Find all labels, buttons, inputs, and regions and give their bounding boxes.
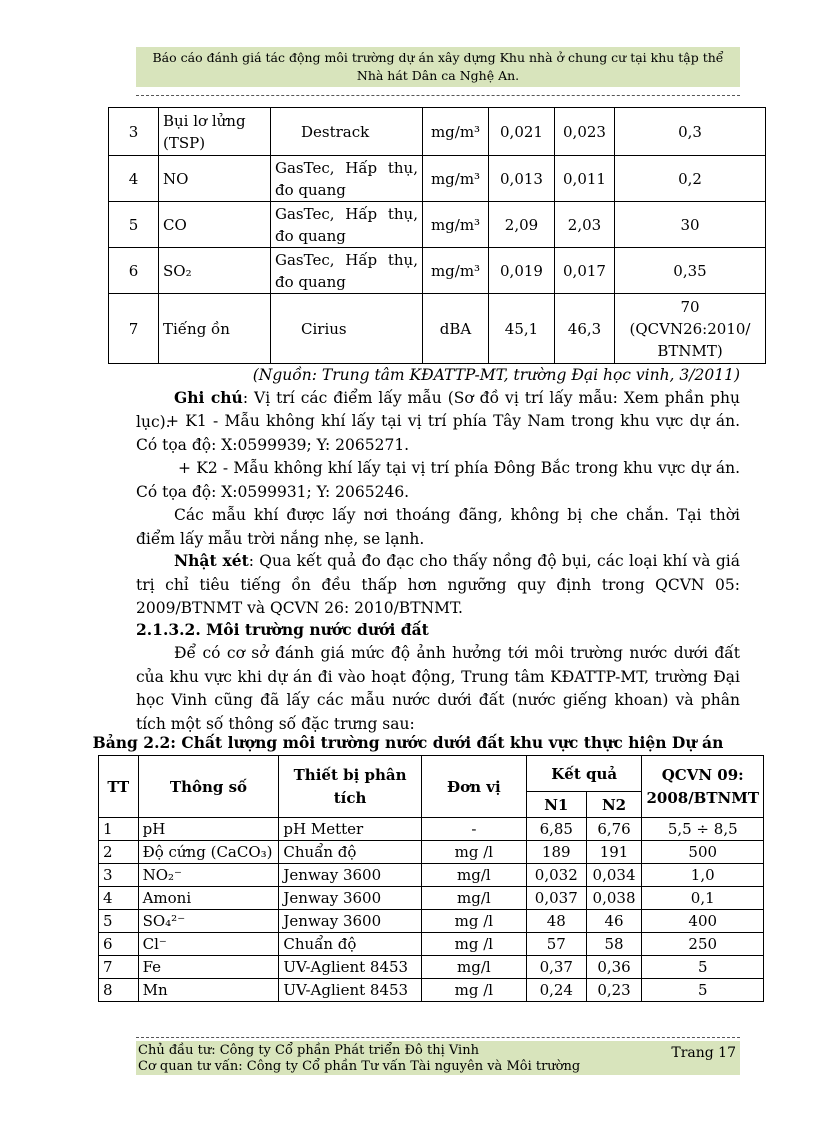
table-row bbox=[99, 841, 764, 864]
cell-unit: mg/l bbox=[421, 887, 526, 910]
cell-device: Jenway 3600 bbox=[279, 887, 421, 910]
table-row bbox=[99, 864, 764, 887]
cell-n1: 189 bbox=[526, 841, 586, 864]
cell-k1: 45,1 bbox=[489, 294, 555, 364]
cell-no: 6 bbox=[99, 933, 139, 956]
footer-owner: Chủ đầu tư: Công ty Cổ phần Phát triển Đô thị Vinh bbox=[138, 1043, 479, 1058]
cell-n1: 0,037 bbox=[526, 887, 586, 910]
footer-divider bbox=[136, 1037, 740, 1038]
cell-no: 1 bbox=[99, 818, 139, 841]
cell-k1: 2,09 bbox=[489, 202, 555, 248]
cell-std: 30 bbox=[615, 202, 766, 248]
cell-device: GasTec, Hấp thụ, đo quang bbox=[271, 156, 423, 202]
cell-no: 4 bbox=[99, 887, 139, 910]
cell-n1: 0,032 bbox=[526, 864, 586, 887]
table-row bbox=[109, 202, 766, 248]
cell-param: Amoni bbox=[138, 887, 279, 910]
table-row bbox=[109, 294, 766, 364]
header-line-2: Nhà hát Dân ca Nghệ An. bbox=[356, 68, 520, 83]
table-row bbox=[99, 910, 764, 933]
cell-unit: mg /l bbox=[421, 933, 526, 956]
cell-k2: 2,03 bbox=[555, 202, 615, 248]
cell-k2: 0,011 bbox=[555, 156, 615, 202]
cell-no: 3 bbox=[99, 864, 139, 887]
table-row bbox=[99, 933, 764, 956]
cell-device: UV-Aglient 8453 bbox=[279, 979, 421, 1002]
cell-no: 6 bbox=[109, 248, 159, 294]
th-standard: QCVN 09: 2008/BTNMT bbox=[642, 756, 764, 818]
cell-param: Mn bbox=[138, 979, 279, 1002]
page-footer bbox=[136, 1041, 740, 1075]
cell-param: pH bbox=[138, 818, 279, 841]
cell-param: Độ cứng (CaCO₃) bbox=[138, 841, 279, 864]
cell-no: 7 bbox=[99, 956, 139, 979]
air-quality-table bbox=[108, 107, 766, 364]
cell-std: 5 bbox=[642, 979, 764, 1002]
th-param: Thông số bbox=[138, 756, 279, 818]
cell-param: Tiếng ồn bbox=[159, 294, 271, 364]
cell-no: 2 bbox=[99, 841, 139, 864]
cell-param: SO₄²⁻ bbox=[138, 910, 279, 933]
cell-device: Jenway 3600 bbox=[279, 864, 421, 887]
section-heading: 2.1.3.2. Môi trường nước dưới đất bbox=[136, 620, 429, 639]
table-row bbox=[99, 979, 764, 1002]
groundwater-table bbox=[98, 755, 764, 1002]
cell-no: 5 bbox=[109, 202, 159, 248]
page-header bbox=[136, 47, 740, 87]
cell-std: 500 bbox=[642, 841, 764, 864]
cell-param: SO₂ bbox=[159, 248, 271, 294]
cell-n1: 48 bbox=[526, 910, 586, 933]
cell-param: Cl⁻ bbox=[138, 933, 279, 956]
cell-device: GasTec, Hấp thụ, đo quang bbox=[271, 248, 423, 294]
cell-std: 0,2 bbox=[615, 156, 766, 202]
cell-std: 400 bbox=[642, 910, 764, 933]
cell-n2: 0,038 bbox=[586, 887, 642, 910]
cell-std: 70 (QCVN26:2010/ BTNMT) bbox=[615, 294, 766, 364]
cell-device: Cirius bbox=[271, 294, 423, 364]
page-number: Trang 17 bbox=[671, 1045, 736, 1061]
table-row bbox=[99, 956, 764, 979]
cell-no: 3 bbox=[109, 108, 159, 156]
table2-caption: Bảng 2.2: Chất lượng môi trường nước dưới đất khu vực thực hiện Dự án bbox=[92, 733, 724, 752]
cell-std: 0,35 bbox=[615, 248, 766, 294]
cell-device: Jenway 3600 bbox=[279, 910, 421, 933]
table-row bbox=[99, 818, 764, 841]
cell-unit: mg/l bbox=[421, 864, 526, 887]
nhan-xet-label: Nhật xét bbox=[174, 551, 249, 570]
cell-k2: 46,3 bbox=[555, 294, 615, 364]
cell-n1: 6,85 bbox=[526, 818, 586, 841]
ghi-chu-text: : Vị trí các điểm lấy mẫu (Sơ đồ vị trí lấy mẫu: Xem phần phụ lục). bbox=[136, 389, 741, 431]
cell-n2: 58 bbox=[586, 933, 642, 956]
cell-no: 7 bbox=[109, 294, 159, 364]
cell-no: 5 bbox=[99, 910, 139, 933]
cell-std: 5,5 ÷ 8,5 bbox=[642, 818, 764, 841]
th-unit: Đơn vị bbox=[421, 756, 526, 818]
table-row bbox=[99, 887, 764, 910]
cell-unit: mg /l bbox=[421, 910, 526, 933]
cell-k2: 0,023 bbox=[555, 108, 615, 156]
cell-device: Destrack bbox=[271, 108, 423, 156]
header-line-1: Báo cáo đánh giá tác động môi trường dự án xây dựng Khu nhà ở chung cư tại khu tập thể bbox=[152, 50, 724, 65]
cell-device: GasTec, Hấp thụ, đo quang bbox=[271, 202, 423, 248]
cell-unit: mg/m³ bbox=[423, 156, 489, 202]
cell-device: Chuẩn độ bbox=[279, 841, 421, 864]
cell-device: UV-Aglient 8453 bbox=[279, 956, 421, 979]
cell-param: NO₂⁻ bbox=[138, 864, 279, 887]
nhan-xet-paragraph bbox=[136, 549, 740, 621]
cell-n2: 0,36 bbox=[586, 956, 642, 979]
th-n2: N2 bbox=[586, 792, 642, 818]
cell-n2: 46 bbox=[586, 910, 642, 933]
cell-std: 0,1 bbox=[642, 887, 764, 910]
cell-n2: 0,23 bbox=[586, 979, 642, 1002]
cell-param: Bụi lơ lửng (TSP) bbox=[159, 108, 271, 156]
cell-std: 0,3 bbox=[615, 108, 766, 156]
cell-unit: mg/m³ bbox=[423, 248, 489, 294]
cell-k1: 0,021 bbox=[489, 108, 555, 156]
cell-param: CO bbox=[159, 202, 271, 248]
cell-param: NO bbox=[159, 156, 271, 202]
header-divider bbox=[136, 95, 740, 96]
cell-unit: mg /l bbox=[421, 979, 526, 1002]
th-device: Thiết bị phân tích bbox=[279, 756, 421, 818]
cell-unit: - bbox=[421, 818, 526, 841]
section-body: Để có cơ sở đánh giá mức độ ảnh hưởng tới môi trường nước dưới đất của khu vực khi dự án đi vào hoạt động, Trung tâm KĐATTP-MT, trường Đại học Vinh cũng đã lấy các mẫu nước dưới đất (nước giếng khoan) và phân tích một số thông số đặc trưng sau: bbox=[136, 644, 740, 733]
th-result: Kết quả bbox=[526, 756, 642, 792]
cell-n2: 0,034 bbox=[586, 864, 642, 887]
cell-device: Chuẩn độ bbox=[279, 933, 421, 956]
ghi-chu-label: Ghi chú bbox=[174, 388, 243, 407]
th-n1: N1 bbox=[526, 792, 586, 818]
cell-no: 4 bbox=[109, 156, 159, 202]
cell-k1: 0,013 bbox=[489, 156, 555, 202]
th-tt: TT bbox=[99, 756, 139, 818]
cell-unit: mg/m³ bbox=[423, 202, 489, 248]
cell-n1: 57 bbox=[526, 933, 586, 956]
table-row bbox=[109, 248, 766, 294]
cell-n2: 191 bbox=[586, 841, 642, 864]
source-note: (Nguồn: Trung tâm KĐATTP-MT, trường Đại học vinh, 3/2011) bbox=[252, 366, 740, 384]
cell-unit: mg /l bbox=[421, 841, 526, 864]
nhan-xet-text: : Qua kết quả đo đạc cho thấy nồng độ bụi, các loại khí và giá trị chỉ tiêu tiếng ồn đều thấp hơn ngưỡng quy định trong QCVN 05: 2009/BTNMT và QCVN 26: 2010/BTNMT. bbox=[136, 552, 740, 617]
cell-device: pH Metter bbox=[279, 818, 421, 841]
table-row bbox=[109, 108, 766, 156]
cell-n1: 0,37 bbox=[526, 956, 586, 979]
cell-k1: 0,019 bbox=[489, 248, 555, 294]
cell-std: 1,0 bbox=[642, 864, 764, 887]
cell-n2: 6,76 bbox=[586, 818, 642, 841]
cell-std: 250 bbox=[642, 933, 764, 956]
cell-unit: mg/m³ bbox=[423, 108, 489, 156]
cell-n1: 0,24 bbox=[526, 979, 586, 1002]
table-row bbox=[109, 156, 766, 202]
cell-no: 8 bbox=[99, 979, 139, 1002]
cell-std: 5 bbox=[642, 956, 764, 979]
samples-note: Các mẫu khí được lấy nơi thoáng đãng, không bị che chắn. Tại thời điểm lấy mẫu trời nắng nhẹ, se lạnh. bbox=[136, 506, 740, 548]
cell-param: Fe bbox=[138, 956, 279, 979]
cell-unit: dBA bbox=[423, 294, 489, 364]
cell-unit: mg/l bbox=[421, 956, 526, 979]
footer-consultant: Cơ quan tư vấn: Công ty Cổ phần Tư vấn Tài nguyên và Môi trường bbox=[138, 1059, 581, 1074]
k1-note: + K1 - Mẫu không khí lấy tại vị trí phía Tây Nam trong khu vực dự án. Có tọa độ: X:0599939; Y: 2065271. bbox=[136, 412, 740, 454]
cell-k2: 0,017 bbox=[555, 248, 615, 294]
k2-note: + K2 - Mẫu không khí lấy tại vị trí phía Đông Bắc trong khu vực dự án. Có tọa độ: X:0599931; Y: 2065246. bbox=[136, 459, 740, 501]
